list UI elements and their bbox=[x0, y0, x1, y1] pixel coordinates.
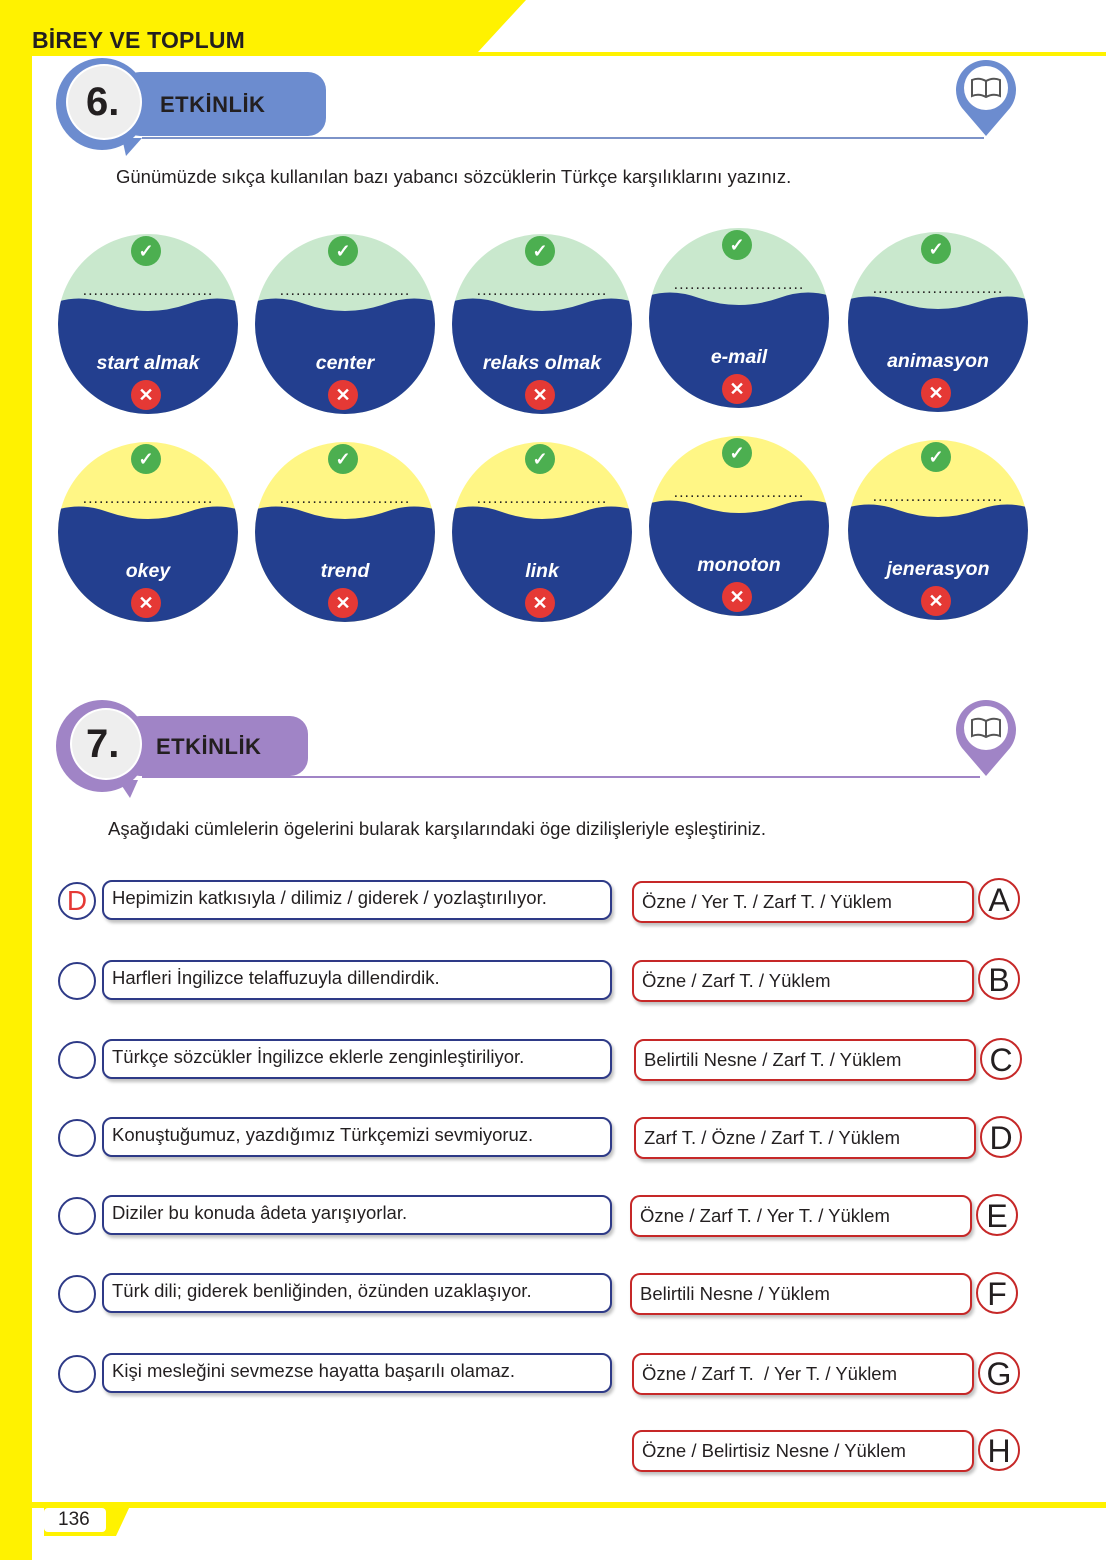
answer-blank[interactable]: ........................ bbox=[82, 490, 214, 507]
option-box bbox=[634, 1039, 976, 1081]
activity-7-label: ETKİNLİK bbox=[156, 734, 262, 759]
cross-icon[interactable]: ✕ bbox=[131, 380, 161, 410]
check-icon[interactable]: ✓ bbox=[722, 230, 752, 260]
option-text: Belirtili Nesne / Yüklem bbox=[640, 1283, 830, 1304]
foreign-word: start almak bbox=[96, 352, 200, 374]
option-text: Özne / Zarf T. / Yer T. / Yüklem bbox=[642, 1363, 898, 1384]
answer-blank[interactable]: ........................ bbox=[872, 280, 1004, 297]
check-icon[interactable]: ✓ bbox=[131, 236, 161, 266]
sentence-text: Türk dili; giderek benliğinden, özünden uzaklaşıyor. bbox=[112, 1280, 532, 1301]
sentence-box bbox=[102, 960, 612, 1000]
sentence-box bbox=[102, 1117, 612, 1157]
answer-blank[interactable]: ........................ bbox=[673, 484, 805, 501]
option-text: Özne / Zarf T. / Yüklem bbox=[642, 970, 831, 991]
foreign-word: okey bbox=[125, 560, 171, 582]
activity-7-number: 7. bbox=[86, 722, 120, 766]
book-pin-icon bbox=[950, 58, 1022, 138]
option-box bbox=[632, 1353, 974, 1395]
answer-blank[interactable]: ........................ bbox=[476, 282, 608, 299]
answer-blank[interactable]: ........................ bbox=[279, 490, 411, 507]
word-circle bbox=[647, 226, 831, 410]
activity-7-instruction: Aşağıdaki cümlelerin ögelerini bularak karşılarındaki öge dizilişleriyle eşleştiriniz. bbox=[108, 818, 767, 839]
option-box bbox=[632, 1430, 974, 1472]
answer-circle[interactable] bbox=[58, 1275, 96, 1313]
option-letter: C bbox=[980, 1038, 1022, 1080]
word-circle bbox=[450, 232, 634, 416]
activity-6-label: ETKİNLİK bbox=[160, 92, 266, 117]
option-letter: F bbox=[976, 1272, 1018, 1314]
word-circle bbox=[846, 230, 1030, 414]
cross-icon[interactable]: ✕ bbox=[722, 374, 752, 404]
answer-blank[interactable]: ........................ bbox=[872, 488, 1004, 505]
word-circle bbox=[647, 434, 831, 618]
answer-circle[interactable]: D bbox=[58, 882, 96, 920]
option-letter: B bbox=[978, 958, 1020, 1000]
option-text: Özne / Belirtisiz Nesne / Yüklem bbox=[642, 1440, 906, 1461]
check-icon[interactable]: ✓ bbox=[921, 442, 951, 472]
option-text: Belirtili Nesne / Zarf T. / Yüklem bbox=[644, 1049, 902, 1070]
activity-6-instruction: Günümüzde sıkça kullanılan bazı yabancı sözcüklerin Türkçe karşılıklarını yazınız. bbox=[116, 166, 792, 187]
option-letter: G bbox=[978, 1352, 1020, 1394]
cross-icon[interactable]: ✕ bbox=[722, 582, 752, 612]
option-box bbox=[630, 1195, 972, 1237]
sentence-text: Konuştuğumuz, yazdığımız Türkçemizi sevmiyoruz. bbox=[112, 1124, 534, 1145]
option-letter: H bbox=[978, 1429, 1020, 1471]
foreign-word: jenerasyon bbox=[886, 558, 990, 580]
foreign-word: animasyon bbox=[887, 350, 989, 372]
foreign-word: e-mail bbox=[710, 346, 768, 368]
cross-icon[interactable]: ✕ bbox=[921, 378, 951, 408]
word-circle bbox=[253, 232, 437, 416]
cross-icon[interactable]: ✕ bbox=[328, 380, 358, 410]
page-number: 136 bbox=[58, 1509, 90, 1530]
option-letter: A bbox=[978, 878, 1020, 920]
word-circle bbox=[56, 440, 240, 624]
answer-blank[interactable]: ........................ bbox=[673, 276, 805, 293]
cross-icon[interactable]: ✕ bbox=[921, 586, 951, 616]
answer-blank[interactable]: ........................ bbox=[82, 282, 214, 299]
answer-blank[interactable]: ........................ bbox=[476, 490, 608, 507]
foreign-word: monoton bbox=[697, 554, 781, 576]
check-icon[interactable]: ✓ bbox=[328, 236, 358, 266]
sentence-box bbox=[102, 1039, 612, 1079]
check-icon[interactable]: ✓ bbox=[131, 444, 161, 474]
word-circle bbox=[846, 438, 1030, 622]
activity-6-number: 6. bbox=[86, 80, 120, 124]
foreign-word: center bbox=[315, 352, 375, 374]
cross-icon[interactable]: ✕ bbox=[525, 588, 555, 618]
option-letter: E bbox=[976, 1194, 1018, 1236]
sentence-text: Harfleri İngilizce telaffuzuyla dillendirdik. bbox=[112, 967, 440, 988]
foreign-word: trend bbox=[320, 560, 370, 582]
cross-icon[interactable]: ✕ bbox=[131, 588, 161, 618]
answer-circle[interactable] bbox=[58, 1197, 96, 1235]
answer-circle[interactable] bbox=[58, 1119, 96, 1157]
option-box bbox=[632, 881, 974, 923]
word-circle bbox=[253, 440, 437, 624]
foreign-word: relaks olmak bbox=[482, 352, 602, 374]
book-pin-icon bbox=[950, 698, 1022, 778]
word-circle bbox=[56, 232, 240, 416]
cross-icon[interactable]: ✕ bbox=[525, 380, 555, 410]
option-text: Özne / Zarf T. / Yer T. / Yüklem bbox=[640, 1205, 890, 1226]
option-box bbox=[630, 1273, 972, 1315]
sentence-text: Türkçe sözcükler İngilizce eklerle zenginleştiriliyor. bbox=[112, 1046, 525, 1067]
option-text: Özne / Yer T. / Zarf T. / Yüklem bbox=[642, 891, 892, 912]
foreign-word: link bbox=[525, 560, 559, 582]
chapter-title: BİREY VE TOPLUM bbox=[32, 27, 246, 53]
check-icon[interactable]: ✓ bbox=[328, 444, 358, 474]
left-yellow-band bbox=[0, 0, 32, 1560]
option-box bbox=[634, 1117, 976, 1159]
sentence-box bbox=[102, 880, 612, 920]
sentence-text: Kişi mesleğini sevmezse hayatta başarılı olamaz. bbox=[112, 1360, 516, 1381]
option-box bbox=[632, 960, 974, 1002]
answer-blank[interactable]: ........................ bbox=[279, 282, 411, 299]
sentence-box bbox=[102, 1353, 612, 1393]
sentence-box bbox=[102, 1195, 612, 1235]
sentence-box bbox=[102, 1273, 612, 1313]
cross-icon[interactable]: ✕ bbox=[328, 588, 358, 618]
answer-circle[interactable] bbox=[58, 1041, 96, 1079]
check-icon[interactable]: ✓ bbox=[525, 444, 555, 474]
option-text: Zarf T. / Özne / Zarf T. / Yüklem bbox=[644, 1127, 901, 1148]
answer-circle[interactable] bbox=[58, 962, 96, 1000]
option-letter: D bbox=[980, 1116, 1022, 1158]
bottom-yellow-band bbox=[0, 1502, 1106, 1508]
sentence-text: Hepimizin katkısıyla / dilimiz / giderek / yozlaştırılıyor. bbox=[112, 887, 547, 908]
sentence-text: Diziler bu konuda âdeta yarışıyorlar. bbox=[112, 1202, 408, 1223]
check-icon[interactable]: ✓ bbox=[525, 236, 555, 266]
check-icon[interactable]: ✓ bbox=[921, 234, 951, 264]
check-icon[interactable]: ✓ bbox=[722, 438, 752, 468]
word-circle bbox=[450, 440, 634, 624]
answer-circle[interactable] bbox=[58, 1355, 96, 1393]
